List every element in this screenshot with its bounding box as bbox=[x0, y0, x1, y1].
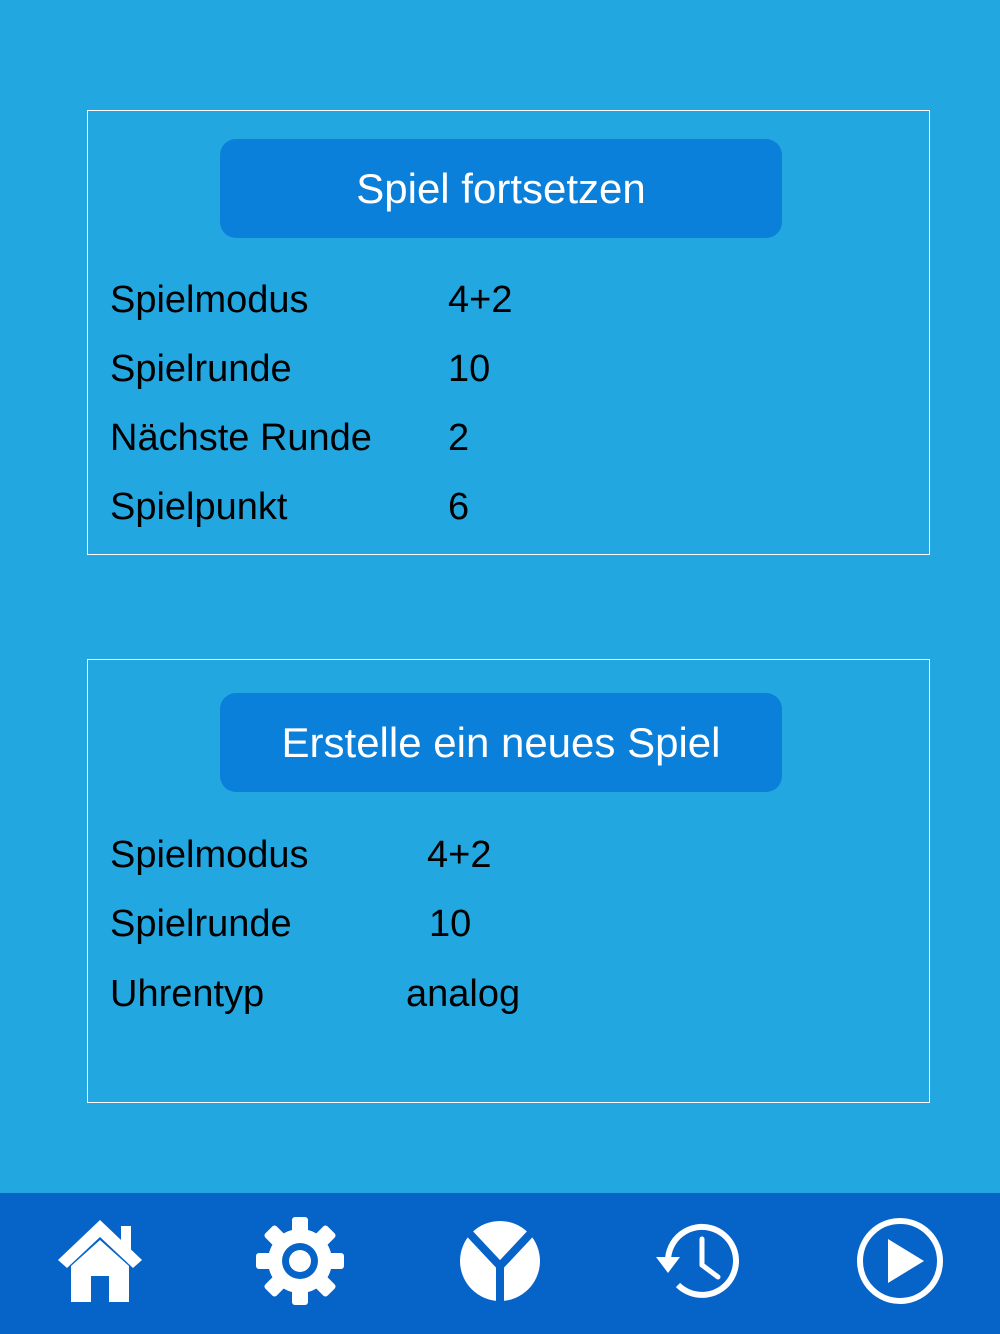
play-icon bbox=[854, 1215, 946, 1307]
tab-home[interactable] bbox=[50, 1211, 150, 1311]
row-value: analog bbox=[406, 973, 521, 1015]
continue-game-button[interactable]: Spiel fortsetzen bbox=[220, 139, 782, 238]
row-value: 10 bbox=[429, 903, 472, 945]
row-label: Uhrentyp bbox=[110, 973, 265, 1015]
tab-history[interactable] bbox=[650, 1211, 750, 1311]
row-label: Nächste Runde bbox=[110, 417, 372, 459]
row-value: 4+2 bbox=[427, 834, 492, 876]
row-value: 2 bbox=[448, 417, 470, 459]
row-value: 10 bbox=[448, 348, 491, 390]
tab-play[interactable] bbox=[850, 1211, 950, 1311]
home-icon bbox=[55, 1216, 145, 1306]
history-icon bbox=[652, 1213, 748, 1309]
mode-icon bbox=[455, 1216, 545, 1306]
row-value: 6 bbox=[448, 486, 470, 528]
new-game-button[interactable]: Erstelle ein neues Spiel bbox=[220, 693, 782, 792]
row-value: 4+2 bbox=[448, 279, 513, 321]
gear-icon bbox=[254, 1215, 346, 1307]
row-label: Spielrunde bbox=[110, 903, 292, 945]
tab-game-mode[interactable] bbox=[450, 1211, 550, 1311]
continue-game-panel bbox=[87, 110, 930, 555]
tab-settings[interactable] bbox=[250, 1211, 350, 1311]
row-label: Spielmodus bbox=[110, 834, 309, 876]
bottom-tab-bar bbox=[0, 1193, 1000, 1334]
row-label: Spielrunde bbox=[110, 348, 292, 390]
row-label: Spielpunkt bbox=[110, 486, 288, 528]
new-game-panel bbox=[87, 659, 930, 1103]
row-label: Spielmodus bbox=[110, 279, 309, 321]
